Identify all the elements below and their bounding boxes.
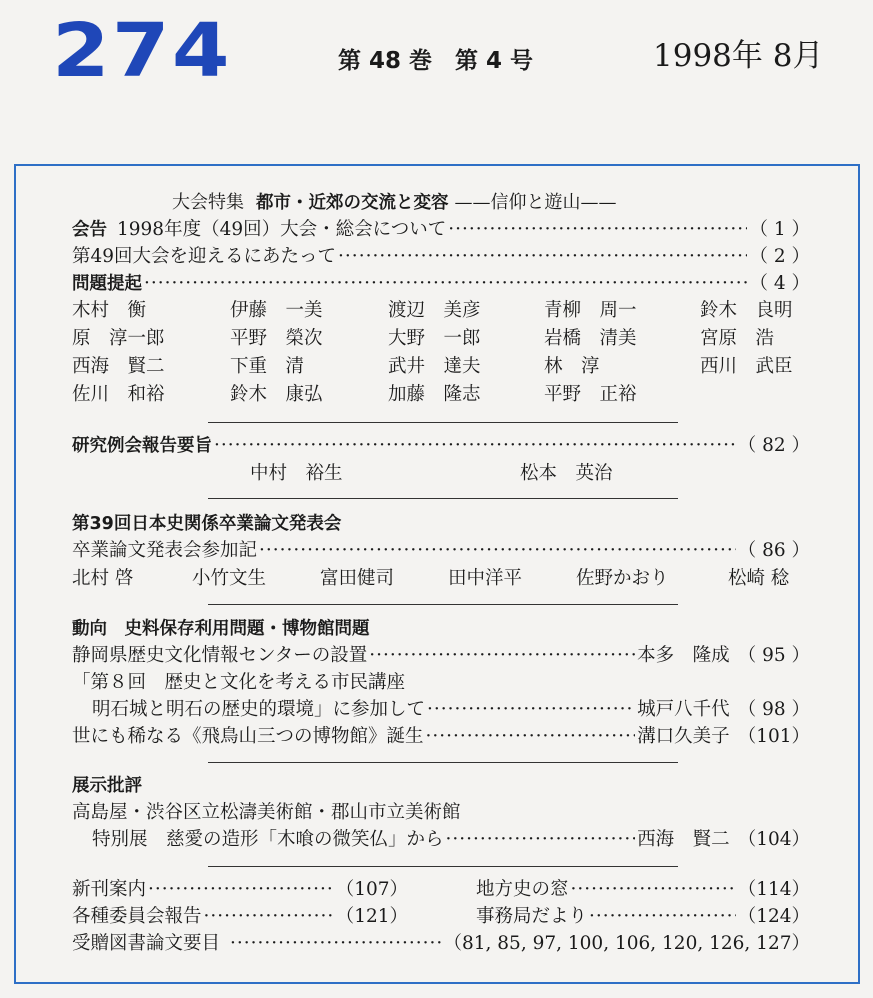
author-name: 武井 達夫 — [388, 356, 481, 377]
toc-entry-shinkan[interactable]: 新刊案内 ····· （107） — [72, 877, 408, 903]
author-name: 中村 裕生 — [250, 463, 343, 484]
leader-dots — [571, 877, 736, 903]
page-ref: （ 1 ） — [749, 219, 810, 240]
page-ref: （101） — [737, 726, 810, 747]
issue-number: 274 — [52, 8, 232, 94]
entry-author: 城戸八千代 — [637, 699, 730, 720]
special-label: 大会特集 — [172, 192, 244, 213]
toc-entry-shizuoka[interactable] — [72, 643, 810, 669]
author-name: 松本 英治 — [520, 463, 613, 484]
author-name: 青柳 周一 — [544, 300, 637, 321]
author-name: 佐川 和裕 — [72, 384, 165, 405]
sotsugyo-title: 卒業論文発表会参加記 — [72, 540, 258, 561]
author-name: 鈴木 康弘 — [230, 384, 323, 405]
author-name: 平野 榮次 — [230, 328, 323, 349]
author-name: 下重 清 — [230, 356, 305, 377]
toc-entry-asukayama[interactable] — [72, 724, 810, 750]
leader-dots — [369, 643, 635, 669]
page-ref: （ 4 ） — [749, 273, 810, 294]
dai49-title: 第49回大会を迎えるにあたって — [72, 246, 337, 267]
page-ref: （124） — [737, 906, 810, 927]
author-name: 北村 啓 — [72, 568, 134, 589]
entry-author: 溝口久美子 — [637, 726, 730, 747]
kokoku-title: 1998年度（49回）大会・総会について — [117, 219, 447, 240]
leader-dots — [230, 931, 441, 957]
page-ref: （ 95 ） — [737, 645, 810, 666]
entry-title: 特別展 慈愛の造形「木喰の微笑仏」から — [92, 829, 444, 850]
entry-title: 明石城と明石の歴史的環境」に参加して — [92, 699, 426, 720]
author-name: 富田健司 — [320, 568, 395, 589]
leader-dots — [448, 217, 747, 243]
special-feature-heading — [172, 190, 617, 216]
kenkyu-label: 研究例会報告要旨 — [72, 436, 212, 456]
author-name: 佐野かおり — [576, 568, 669, 589]
page-ref: （107） — [335, 879, 408, 900]
leader-dots — [446, 827, 636, 853]
toc-entry-tenji[interactable] — [72, 827, 810, 853]
tenji-heading: 展示批評 — [72, 776, 142, 796]
section-divider — [208, 604, 678, 605]
author-name: 松崎 稔 — [728, 568, 790, 589]
entry-author: 本多 隆成 — [637, 645, 730, 666]
author-name: 田中洋平 — [448, 568, 523, 589]
leader-dots — [589, 904, 736, 930]
tenji-line1: 高島屋・渋谷区立松濤美術館・郡山市立美術館 — [72, 802, 461, 823]
author-name: 宮原 浩 — [700, 328, 775, 349]
toc-entry-sotsugyo[interactable] — [72, 538, 810, 564]
leader-dots — [144, 271, 747, 297]
section-divider — [208, 498, 678, 499]
toc-entry-shimin-line1: 「第８回 歴史と文化を考える市民講座 — [72, 672, 406, 693]
toc-entry-dai49[interactable] — [72, 244, 810, 270]
entry-title: 静岡県歴史文化情報センターの設置 — [72, 645, 368, 666]
leader-dots — [426, 724, 636, 750]
page-ref: （114） — [737, 879, 810, 900]
leader-dots — [259, 538, 736, 564]
toc-entry-iinkai[interactable]: 各種委員会報告 ····· （121） — [72, 904, 408, 930]
mondai-label: 問題提起 — [72, 274, 142, 294]
kokoku-label: 会告 — [72, 220, 107, 240]
toc-entry-mondai[interactable] — [72, 271, 810, 297]
section-divider — [208, 762, 678, 763]
leader-dots — [338, 244, 747, 270]
section-divider — [208, 866, 678, 867]
author-name: 伊藤 一美 — [230, 300, 323, 321]
leader-dots — [148, 877, 334, 903]
author-name: 平野 正裕 — [544, 384, 637, 405]
toc-entry-juzo[interactable]: 受贈図書論文要目 ····· （81, 85, 97, 100, 106, 120, 126, 127） — [72, 931, 810, 957]
toc-entry-akashi[interactable] — [72, 697, 810, 723]
page-ref: （121） — [335, 906, 408, 927]
volume-number: 第 48 巻 第 4 号 — [338, 48, 534, 74]
entry-author: 西海 賢二 — [637, 829, 730, 850]
author-name: 木村 衡 — [72, 300, 147, 321]
author-name: 西海 賢二 — [72, 356, 165, 377]
special-subtitle: ——信仰と遊山—— — [454, 192, 617, 213]
author-name: 岩橋 清美 — [544, 328, 637, 349]
toc-entry-kokoku[interactable] — [72, 217, 810, 243]
author-name: 加藤 隆志 — [388, 384, 481, 405]
page-ref: （104） — [737, 829, 810, 850]
entry-title: 世にも稀なる《飛鳥山三つの博物館》誕生 — [72, 726, 424, 747]
toc-entry-jimukyoku[interactable]: 事務局だより ····· （124） — [476, 904, 810, 930]
author-name: 鈴木 良明 — [700, 300, 793, 321]
leader-dots — [214, 433, 736, 459]
author-name: 西川 武臣 — [700, 356, 793, 377]
doko-heading: 動向 史料保存利用問題・博物館問題 — [72, 619, 370, 639]
page-ref: （ 86 ） — [737, 540, 810, 561]
leader-dots — [204, 904, 334, 930]
page-ref: （ 2 ） — [749, 246, 810, 267]
author-name: 小竹文生 — [192, 568, 267, 589]
toc-entry-kenkyu[interactable] — [72, 433, 810, 459]
sotsugyo-heading: 第39回日本史関係卒業論文発表会 — [72, 514, 342, 534]
page-ref: （81, 85, 97, 100, 106, 120, 126, 127） — [443, 933, 810, 954]
author-name: 渡辺 美彦 — [388, 300, 481, 321]
toc-entry-chiho[interactable]: 地方史の窓 ····· （114） — [476, 877, 810, 903]
leader-dots — [427, 697, 635, 723]
issue-date: 1998年 8月 — [653, 38, 824, 74]
page-ref: （ 98 ） — [737, 699, 810, 720]
author-name: 大野 一郎 — [388, 328, 481, 349]
author-name: 原 淳一郎 — [72, 328, 165, 349]
section-divider — [208, 422, 678, 423]
author-name: 林 淳 — [544, 356, 600, 377]
special-title: 都市・近郊の交流と変容 — [256, 193, 449, 213]
page-ref: （ 82 ） — [737, 435, 810, 456]
